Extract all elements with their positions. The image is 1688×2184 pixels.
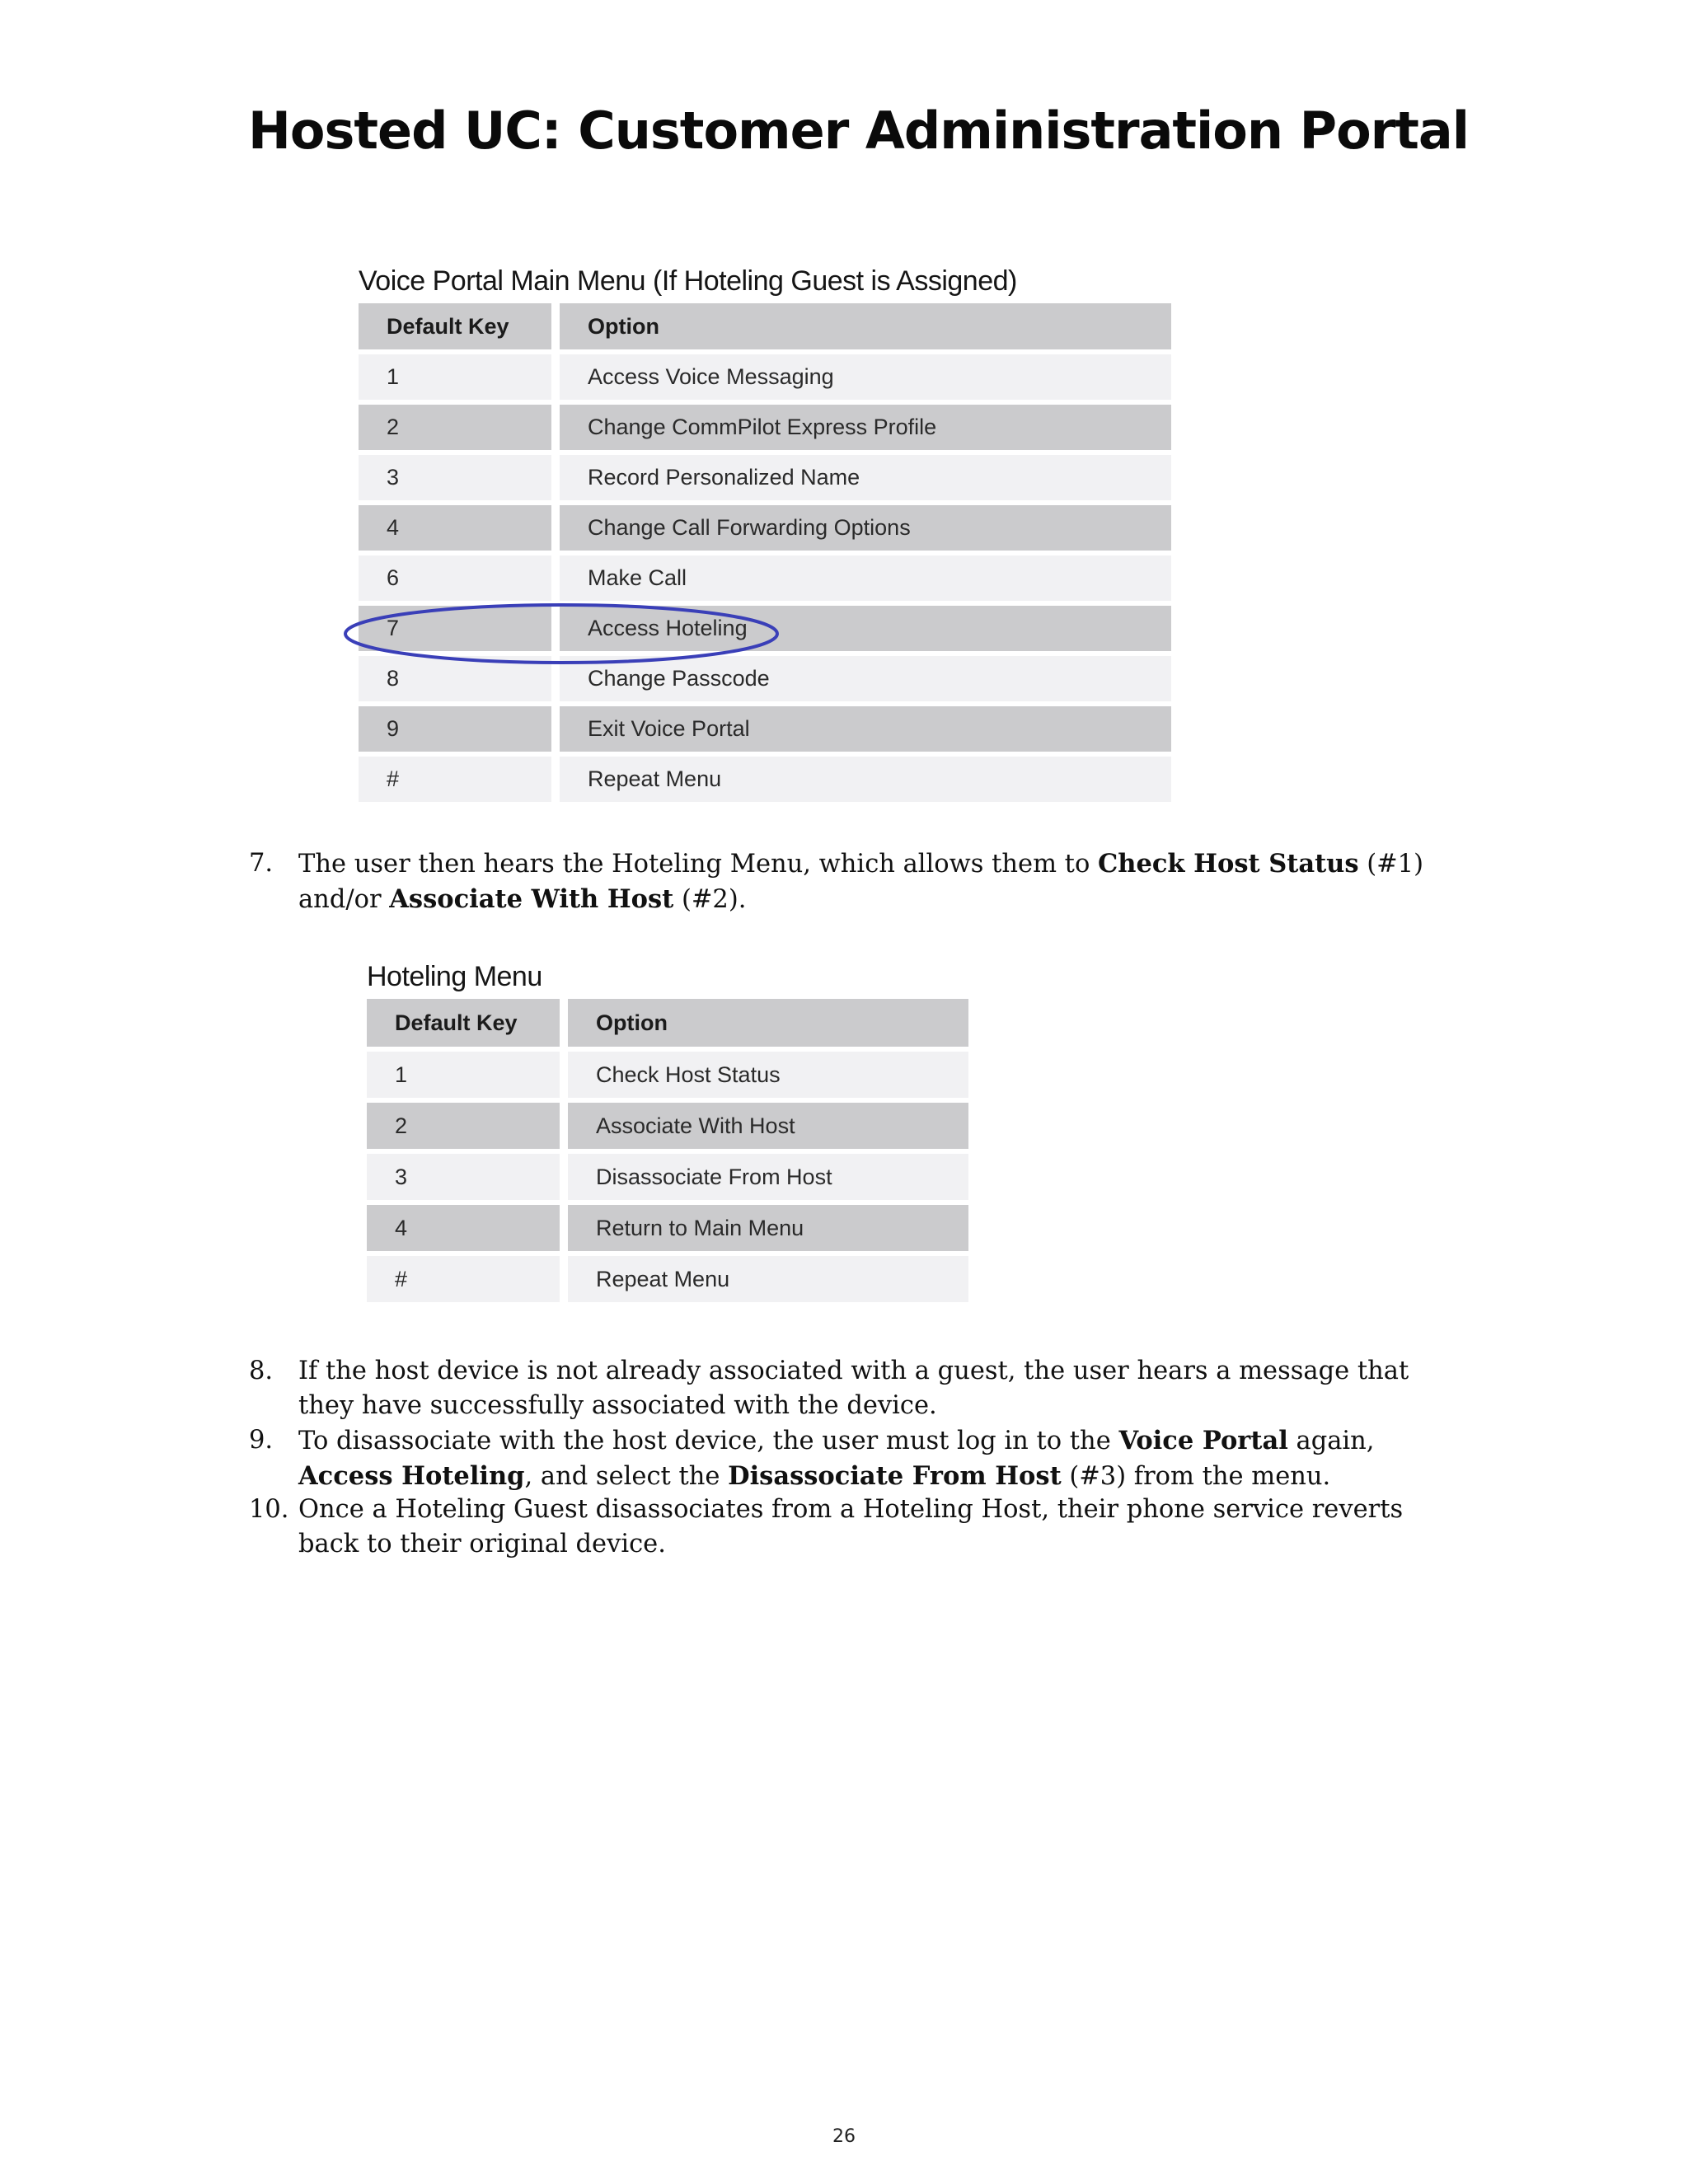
table-cell-key: #	[367, 1256, 560, 1302]
table-header-row	[359, 303, 1171, 349]
step-number: 9.	[249, 1426, 274, 1455]
step-10	[249, 1493, 1452, 1562]
table-row	[367, 1052, 968, 1098]
step-text: The user then hears the Hoteling Menu, which allows them to	[298, 850, 1098, 879]
table-cell-key: 3	[367, 1154, 560, 1200]
step-text: (#1) and/or	[298, 850, 1423, 914]
table-cell-option: Repeat Menu	[568, 1256, 968, 1302]
column-header-default-key: Default Key	[367, 999, 560, 1047]
table-row	[359, 505, 1171, 551]
step-bold-text: Associate With Host	[389, 884, 674, 914]
table-row	[359, 757, 1171, 802]
table-row	[367, 1154, 968, 1200]
table-cell-key: 8	[359, 656, 551, 701]
step-bold-text: Access Hoteling	[298, 1461, 525, 1491]
table-cell-key: 4	[359, 505, 551, 551]
table-cell-option: Record Personalized Name	[560, 455, 1171, 500]
step-text: (#3) from the menu.	[1061, 1462, 1331, 1491]
table-cell-option: Check Host Status	[568, 1052, 968, 1098]
table-cell-option: Return to Main Menu	[568, 1205, 968, 1251]
step-text: If the host device is not already associated with a guest, the user hears a message that they have successfully associated with the device.	[298, 1357, 1409, 1420]
table-cell-key: 1	[367, 1052, 560, 1098]
step-number: 7.	[249, 849, 274, 878]
step-9	[249, 1423, 1452, 1494]
table-cell-option: Associate With Host	[568, 1103, 968, 1149]
table-cell-key: 3	[359, 455, 551, 500]
table-cell-option: Access Voice Messaging	[560, 354, 1171, 400]
table-cell-key: 9	[359, 706, 551, 752]
page-number: 26	[832, 2126, 856, 2147]
step-text: again,	[1287, 1427, 1375, 1455]
table-row-access-hoteling	[359, 606, 1171, 651]
step-text: , and select the	[524, 1462, 729, 1491]
table-row	[359, 354, 1171, 400]
voice-portal-main-menu-title: Voice Portal Main Menu (If Hoteling Guest is Assigned)	[359, 265, 1017, 297]
step-text: To disassociate with the host device, the user must log in to the	[298, 1427, 1119, 1455]
table-row	[367, 1256, 968, 1302]
table-cell-option: Exit Voice Portal	[560, 706, 1171, 752]
table-cell-key: 6	[359, 555, 551, 601]
hoteling-menu-figure	[367, 961, 977, 1307]
table-cell-option: Disassociate From Host	[568, 1154, 968, 1200]
table-cell-key: 1	[359, 354, 551, 400]
table-row	[367, 1103, 968, 1149]
table-cell-option: Access Hoteling	[560, 606, 1171, 651]
table-cell-key: 4	[367, 1205, 560, 1251]
column-header-option: Option	[568, 999, 968, 1047]
table-row	[359, 555, 1171, 601]
table-cell-option: Repeat Menu	[560, 757, 1171, 802]
table-row	[367, 1205, 968, 1251]
step-bold-text: Check Host Status	[1098, 849, 1359, 879]
table-cell-option: Change CommPilot Express Profile	[560, 405, 1171, 450]
table-cell-key: 2	[359, 405, 551, 450]
step-8	[249, 1354, 1452, 1423]
table-cell-option: Change Call Forwarding Options	[560, 505, 1171, 551]
table-header-row	[367, 999, 968, 1047]
table-cell-option: Make Call	[560, 555, 1171, 601]
step-bold-text: Disassociate From Host	[728, 1461, 1062, 1491]
step-number: 10.	[249, 1495, 289, 1524]
table-row	[359, 656, 1171, 701]
table-cell-key: #	[359, 757, 551, 802]
table-cell-option: Change Passcode	[560, 656, 1171, 701]
column-header-default-key: Default Key	[359, 303, 551, 349]
step-bold-text: Voice Portal	[1118, 1426, 1288, 1455]
step-7	[249, 846, 1452, 917]
table-row	[359, 405, 1171, 450]
hoteling-menu-title: Hoteling Menu	[367, 961, 542, 992]
hoteling-menu-table	[359, 994, 977, 1307]
voice-portal-main-menu-table	[350, 298, 1179, 807]
step-text: Once a Hoteling Guest disassociates from a Hoteling Host, their phone service reverts back to their original device.	[298, 1495, 1404, 1558]
step-number: 8.	[249, 1357, 274, 1385]
page-title: Hosted UC: Customer Administration Portal	[248, 101, 1469, 161]
table-cell-key: 2	[367, 1103, 560, 1149]
column-header-option: Option	[560, 303, 1171, 349]
table-row	[359, 706, 1171, 752]
table-cell-key: 7	[359, 606, 551, 651]
voice-portal-main-menu-figure	[359, 265, 1179, 807]
step-text: (#2).	[673, 885, 747, 914]
table-row	[359, 455, 1171, 500]
